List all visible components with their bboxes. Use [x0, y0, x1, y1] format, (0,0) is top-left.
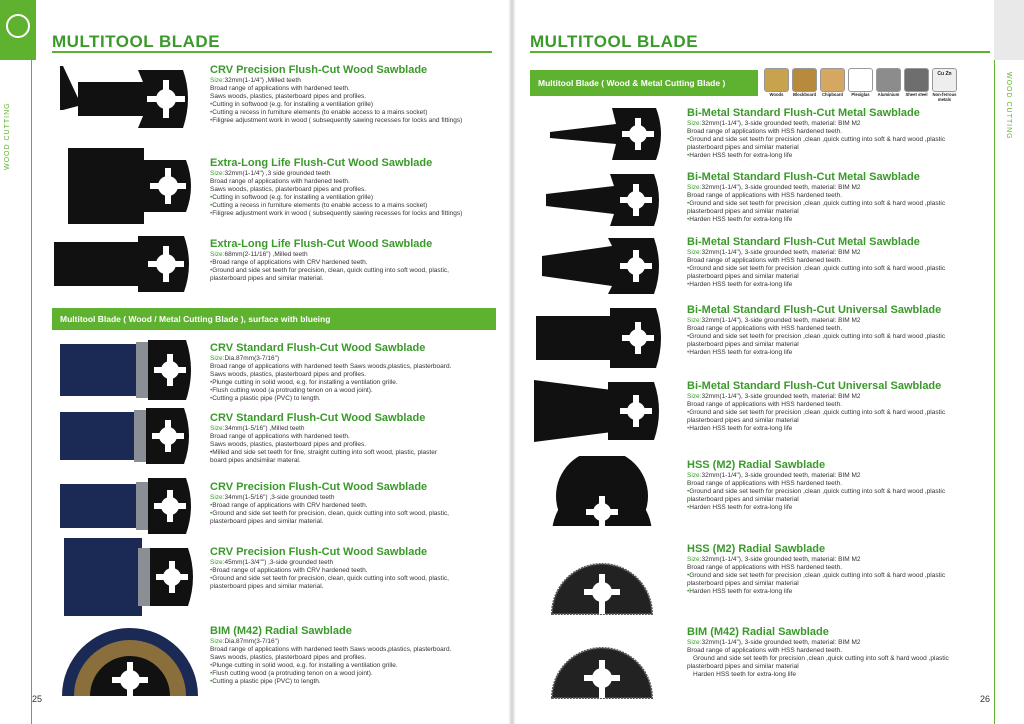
blade-image-r5: [532, 378, 682, 444]
product-desc-line: Broad range of applications with HSS hardened teeth.: [687, 128, 843, 135]
product-desc-line: Saws woods, plastics, plasterboard pipes and profiles.: [210, 186, 367, 193]
product-desc-line: • Cutting a plastic pipe (PVC) to length.: [210, 678, 451, 686]
material-aluminium: Aluminium: [876, 68, 901, 104]
brand-logo-icon: [6, 14, 30, 38]
product-desc-line: • Broad range of applications with CRV hardened teeth.: [210, 259, 449, 267]
product-crv-precision-1: [210, 64, 462, 125]
product-desc-line: plasterboard pipes and similar material.: [210, 518, 324, 525]
product-bim-radial-right: [687, 626, 949, 679]
product-desc-line: • Ground and side set teeth for precision ,clean ,quick cutting into soft & hard wood ,plastic: [687, 333, 945, 341]
product-desc-line: Broad range of applications with HSS hardened teeth.: [687, 564, 843, 571]
blade-image-7: [62, 536, 202, 618]
blade-image-2: [64, 146, 204, 226]
blade-image-r3: [538, 236, 678, 296]
page-number-left: 25: [32, 694, 43, 704]
product-bimetal-universal-1: [687, 304, 945, 357]
material-sheet-steel: Sheet steel: [904, 68, 929, 104]
blade-image-8: [60, 618, 200, 696]
product-desc-line: Broad range of applications with HSS hardened teeth.: [687, 325, 843, 332]
product-desc-line: • Ground and side set teeth for precision ,clean ,quick cutting into soft & hard wood ,plastic: [687, 200, 945, 208]
product-desc-line: Saws woods, plastics, plasterboard pipes and profiles.: [210, 654, 367, 661]
product-desc-line: plasterboard pipes and similar material: [687, 273, 799, 280]
product-hss-radial-2: [687, 543, 945, 596]
product-bim-radial-left: [210, 625, 451, 686]
product-desc-line: Broad range of applications with HSS hardened teeth.: [687, 257, 843, 264]
product-desc-line: • Ground and side set teeth for precision ,clean ,quick cutting into soft & hard wood ,plastic: [687, 409, 945, 417]
chipboard-icon: [820, 68, 845, 92]
product-desc-line: • Harden HSS teeth for extra-long life: [687, 216, 945, 224]
blade-image-r8: [550, 620, 654, 700]
product-extra-long-life-2: [210, 238, 449, 283]
product-size: Size:32mm(1-1/4"), 3-side grounded teeth, material: BIM M2: [687, 472, 861, 479]
product-desc-line: Broad range of applications with HSS hardened teeth.: [687, 401, 843, 408]
blade-image-4: [58, 338, 198, 402]
product-desc-line: • Ground and side set teeth for precision ,clean ,quick cutting into soft & hard wood ,plastic: [687, 572, 945, 580]
product-desc-line: Broad range of applications with HSS hardened teeth.: [687, 480, 843, 487]
product-title: CRV Precision Flush-Cut Wood Sawblade: [210, 546, 428, 558]
section-bar-blueing: Multitool Blade ( Wood / Metal Cutting Blade ), surface with blueing: [52, 308, 496, 330]
product-desc-line: • Harden HSS teeth for extra-long life: [687, 281, 945, 289]
product-desc-line: plasterboard pipes and similar material: [687, 580, 799, 587]
product-size: Size:68mm(2-11/16") ,Milled teeth: [210, 251, 308, 258]
blade-image-3: [52, 234, 202, 294]
product-desc-line: •Milled and side set teeth for fine, straight cutting into soft wood, plastic, plaster: [210, 449, 438, 456]
right-page: [512, 0, 1024, 724]
product-desc-line: • Cutting a plastic pipe (PVC) to length.: [210, 395, 451, 403]
product-size: Size:Dia.87mm(3-7/16"): [210, 355, 280, 362]
product-title: Bi-Metal Standard Flush-Cut Metal Sawblade: [687, 107, 920, 119]
product-desc-line: • Broad range of applications with CRV hardened teeth.: [210, 567, 449, 575]
product-desc-line: plasterboard pipes and similar material: [687, 208, 799, 215]
product-desc-line: Ground and side set teeth for precision ,clean ,quick cutting into soft & hard wood ,plastic: [693, 655, 949, 662]
aluminium-icon: [876, 68, 901, 92]
material-blockboard: Blockboard: [792, 68, 817, 104]
product-desc-line: Broad range of applications with hardened teeth Saws woods,plastics, plasterboard.: [210, 646, 452, 653]
product-size: Size:32mm(1-1/4"), 3-side grounded teeth, material: BIM M2: [687, 249, 861, 256]
product-extra-long-life-1: [210, 157, 462, 218]
product-desc-line: plasterboard pipes and similar material: [687, 341, 799, 348]
book-spine: [508, 0, 516, 724]
product-desc-line: • Ground and side set teeth for precision, clean, quick cutting into soft wood, plastic,: [210, 510, 449, 518]
product-desc-line: • Broad range of applications with CRV hardened teeth.: [210, 502, 449, 510]
product-title: Bi-Metal Standard Flush-Cut Universal Sawblade: [687, 304, 942, 316]
product-title: CRV Precision Flush-Cut Wood Sawblade: [210, 64, 428, 76]
product-desc-line: Saws woods, plastics, plasterboard pipes and profiles.: [210, 441, 367, 448]
product-hss-radial-1: [687, 459, 945, 512]
page-number-right: 26: [980, 694, 991, 704]
page-header-right: [530, 32, 990, 50]
product-crv-precision-3: [210, 546, 449, 591]
product-desc-line: • Ground and side set teeth for precision ,clean ,quick cutting into soft & hard wood ,plastic: [687, 488, 945, 496]
product-desc-line: Saws woods, plastics, plasterboard pipes and profiles.: [210, 93, 367, 100]
product-title: Bi-Metal Standard Flush-Cut Universal Sawblade: [687, 380, 942, 392]
product-desc-line: • Cutting in softwood (e.g. for installing a ventilation grille): [210, 101, 462, 109]
product-desc-line: plasterboard pipes and similar material: [687, 663, 799, 670]
product-size: Size:Dia.87mm(3-7/16"): [210, 638, 280, 645]
blade-image-r2: [542, 172, 676, 228]
product-desc-line: • Plunge cutting in solid wood, e.g. for installing a ventilation grille.: [210, 379, 451, 387]
product-title: Extra-Long Life Flush-Cut Wood Sawblade: [210, 238, 433, 250]
product-desc-line: • Ground and side set teeth for precision ,clean ,quick cutting into soft & hard wood ,plastic: [687, 136, 945, 144]
product-title: CRV Standard Flush-Cut Wood Sawblade: [210, 412, 426, 424]
product-desc-line: Broad range of applications with hardened teeth.: [210, 433, 350, 440]
product-desc-line: Broad range of applications with hardened teeth.: [210, 85, 350, 92]
product-desc-line: Saws woods, plastics, plasterboard pipes and profiles.: [210, 371, 367, 378]
product-size: Size:32mm(1-1/4"), 3-side grounded teeth, material: BIM M2: [687, 556, 861, 563]
material-plexiglas: Plexiglas: [848, 68, 873, 104]
product-desc-line: Broad range of applications with HSS hardened teeth.: [687, 647, 843, 654]
product-desc-line: plasterboard pipes and similar material: [687, 496, 799, 503]
product-bimetal-metal-1: [687, 107, 945, 160]
product-title: BIM (M42) Radial Sawblade: [210, 625, 352, 637]
product-desc-line: • Filigree adjustment work in wood ( subsequently sawing recesses for locks and fittings): [210, 117, 462, 125]
product-crv-precision-2: [210, 481, 449, 526]
product-size: Size:32mm(1-1/4"), 3-side grounded teeth, material: BIM M2: [687, 317, 861, 324]
sheet-steel-icon: [904, 68, 929, 92]
side-label-wood-cutting-right: WOOD CUTTING: [1005, 72, 1012, 140]
product-title: Bi-Metal Standard Flush-Cut Metal Sawblade: [687, 236, 920, 248]
product-size: Size:34mm(1-5/16") ,3-side grounded teeth: [210, 494, 335, 501]
product-desc-line: • Ground and side set teeth for precision ,clean ,quick cutting into soft & hard wood ,plastic: [687, 265, 945, 273]
product-desc-line: • Flush cutting wood (a protruding tenon on a wood joint).: [210, 670, 451, 678]
product-size: Size:32mm(1-1/4"), 3-side grounded teeth, material: BIM M2: [687, 393, 861, 400]
product-desc-line: plasterboard pipes and similar material: [687, 144, 799, 151]
product-desc-line: • Harden HSS teeth for extra-long life: [687, 588, 945, 596]
product-crv-standard-1: [210, 342, 451, 403]
product-bimetal-metal-2: [687, 171, 945, 224]
product-desc-line: • Ground and side set teeth for precision, clean, quick cutting into soft wood, plastic,: [210, 575, 449, 583]
plexiglas-icon: [848, 68, 873, 92]
product-desc-line: plasterboard pipes and similar material: [687, 417, 799, 424]
page-header: [52, 32, 492, 50]
blade-image-r1: [546, 104, 676, 164]
product-desc-line: • Cutting a recess in furniture elements (to enable access to a mains socket): [210, 109, 462, 117]
product-desc-line: board pipes andsimilar materal.: [210, 457, 301, 464]
cu-zn-icon: Cu Zn: [932, 68, 957, 92]
material-woods: Woods: [764, 68, 789, 104]
blade-image-1: [58, 58, 198, 138]
product-desc-line: Broad range of applications with hardened teeth.: [210, 178, 350, 185]
product-desc-line: • Harden HSS teeth for extra-long life: [687, 349, 945, 357]
material-non-ferrous: Cu Zn Non-ferrous metals: [932, 68, 957, 104]
product-title: HSS (M2) Radial Sawblade: [687, 459, 826, 471]
product-title: HSS (M2) Radial Sawblade: [687, 543, 826, 555]
product-bimetal-universal-2: [687, 380, 945, 433]
product-desc-line: • Harden HSS teeth for extra-long life: [687, 152, 945, 160]
product-desc-line: • Cutting a recess in furniture elements (to enable access to a mains socket): [210, 202, 462, 210]
product-title: CRV Precision Flush-Cut Wood Sawblade: [210, 481, 428, 493]
blade-image-5: [58, 406, 198, 466]
product-bimetal-metal-3: [687, 236, 945, 289]
product-desc-line: • Flush cutting wood (a protruding tenon on a wood joint).: [210, 387, 451, 395]
product-size: Size:32mm(1-1/4") ,Milled teeth: [210, 77, 301, 84]
product-title: Extra-Long Life Flush-Cut Wood Sawblade: [210, 157, 433, 169]
material-icons: [764, 68, 984, 104]
product-size: Size:32mm(1-1/4"), 3-side grounded teeth, material: BIM M2: [687, 184, 861, 191]
woods-icon: [764, 68, 789, 92]
product-desc-line: • Filigree adjustment work in wood ( subsequently sawing recesses for locks and fittings): [210, 210, 462, 218]
product-desc-line: • Plunge cutting in solid wood, e.g. for installing a ventilation grille.: [210, 662, 451, 670]
product-size: Size:32mm(1-1/4") ,3 side grounded teeth: [210, 170, 331, 177]
product-desc-line: plasterboard pipes and similar material.: [210, 583, 324, 590]
section-bar-wood-metal: Multitool Blade ( Wood & Metal Cutting Blade ): [530, 70, 758, 96]
page-title: MULTITOOL BLADE: [52, 32, 221, 51]
product-crv-standard-2: [210, 412, 437, 465]
page-title-right: MULTITOOL BLADE: [530, 32, 699, 51]
product-size: Size:34mm(1-5/16") ,Milled teeth: [210, 425, 305, 432]
product-title: Bi-Metal Standard Flush-Cut Metal Sawblade: [687, 171, 920, 183]
product-desc-line: • Cutting in softwood (e.g. for installing a ventilation grille): [210, 194, 462, 202]
material-chipboard: Chipboard: [820, 68, 845, 104]
blade-image-6: [58, 476, 198, 536]
product-title: CRV Standard Flush-Cut Wood Sawblade: [210, 342, 426, 354]
product-desc-line: plasterboard pipes and similar material.: [210, 275, 324, 282]
product-desc-line: Broad range of applications with HSS hardened teeth.: [687, 192, 843, 199]
product-size: Size:32mm(1-1/4"), 3-side grounded teeth, material: BIM M2: [687, 639, 861, 646]
product-desc-line: • Harden HSS teeth for extra-long life: [687, 504, 945, 512]
blade-image-r6: [550, 456, 654, 536]
product-title: BIM (M42) Radial Sawblade: [687, 626, 829, 638]
product-size: Size:32mm(1-1/4"), 3-side grounded teeth, material: BIM M2: [687, 120, 861, 127]
product-size: Size:45mm(1-3/4"") ,3-side grounded teeth: [210, 559, 334, 566]
product-desc-line: Broad range of applications with hardened teeth Saws woods,plastics, plasterboard.: [210, 363, 452, 370]
product-desc-line: • Harden HSS teeth for extra-long life: [687, 425, 945, 433]
product-desc-line: Harden HSS teeth for extra-long life: [693, 671, 796, 678]
blade-image-r4: [534, 306, 680, 370]
product-desc-line: • Ground and side set teeth for precision, clean, quick cutting into soft wood, plastic,: [210, 267, 449, 275]
blockboard-icon: [792, 68, 817, 92]
side-label-wood-cutting: WOOD CUTTING: [4, 102, 11, 170]
blade-image-r7: [550, 540, 654, 616]
